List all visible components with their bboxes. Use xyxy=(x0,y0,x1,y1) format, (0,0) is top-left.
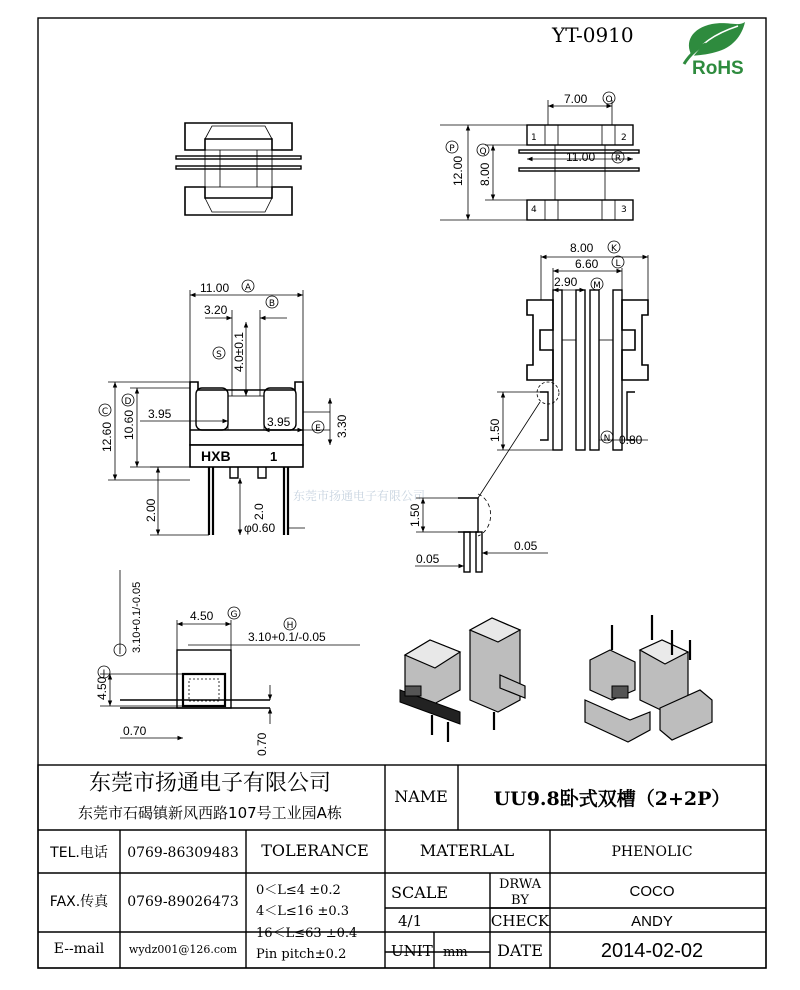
company-name: 东莞市扬通电子有限公司 xyxy=(88,771,332,796)
material-value: PHENOLIC xyxy=(611,844,693,860)
dim-f-value: 3.30 xyxy=(335,414,349,438)
dim-m-value: 2.90 xyxy=(554,275,578,289)
drawn-by-label-2: BY xyxy=(511,893,529,908)
title-block xyxy=(38,765,766,968)
isometric-view-front xyxy=(400,618,525,742)
pin-label-3: 3 xyxy=(621,205,627,215)
dim-slot-070-h: 0.70 xyxy=(123,724,147,738)
dim-pin-length: 2.00 xyxy=(144,498,158,522)
dim-p-value: 12.00 xyxy=(451,155,465,186)
dim-b-circle: B xyxy=(268,299,276,309)
dim-h-circle: H xyxy=(286,621,294,631)
dim-b-value: 3.20 xyxy=(204,303,228,317)
dim-left-3-95: 3.95 xyxy=(148,407,172,421)
tolerance-row-1: 0＜L≤4 ±0.2 xyxy=(256,883,341,898)
dim-c-value: 12.60 xyxy=(100,421,114,452)
dim-e-circle: E xyxy=(315,424,321,434)
tolerance-row-3: 16＜L≤63 ±0.4 xyxy=(256,926,358,941)
pin-label-4: 4 xyxy=(531,205,537,215)
dim-detail-w1: 0.05 xyxy=(416,552,440,566)
pin-label-2: 2 xyxy=(621,133,627,143)
rohs-logo xyxy=(684,22,745,79)
dim-s-circle: S xyxy=(216,350,222,360)
dim-d-value: 10.60 xyxy=(122,409,136,440)
dim-g-value: 4.50 xyxy=(190,609,214,623)
dim-r-value: 11.00 xyxy=(566,150,596,164)
check-value: ANDY xyxy=(631,913,673,930)
part-name: UU9.8卧式双槽（2+2P） xyxy=(493,788,731,810)
top-plan-view xyxy=(176,123,301,215)
dim-pin-diameter: φ0.60 xyxy=(244,521,276,535)
dim-j-circle: J xyxy=(102,669,106,679)
dim-k-circle: K xyxy=(611,244,617,254)
scale-value: 4/1 xyxy=(398,912,423,930)
pin-detail-view xyxy=(408,494,548,572)
dim-s-value: 4.0±0.1 xyxy=(232,332,246,372)
front-mark-hxb: HXB xyxy=(201,448,231,464)
dim-pin-length-2: 2.0 xyxy=(252,503,266,520)
dim-q-value: 8.00 xyxy=(478,162,492,186)
rohs-logo-text: RoHS xyxy=(692,58,744,79)
check-label: CHECK xyxy=(490,912,550,930)
dim-i-circle: I xyxy=(118,647,122,657)
watermark: 东莞市扬通电子有限公司 xyxy=(293,489,426,503)
part-number: YT-0910 xyxy=(552,23,634,47)
email-value: wydz001@126.com xyxy=(128,943,238,956)
company-address: 东莞市石碣镇新风西路107号工业园A栋 xyxy=(78,804,342,822)
dim-a-value: 11.00 xyxy=(200,281,230,295)
unit-value: mm xyxy=(443,945,468,960)
tolerance-row-2: 4＜L≤16 ±0.3 xyxy=(256,904,350,919)
drawn-by-value: COCO xyxy=(629,883,675,900)
dim-m-circle: M xyxy=(593,281,601,291)
date-label: DATE xyxy=(497,941,543,960)
fax-label: FAX.传真 xyxy=(49,894,109,910)
dim-slot-070-v: 0.70 xyxy=(255,732,269,756)
dim-detail-1-50: 1.50 xyxy=(408,503,422,527)
pin-layout-view xyxy=(440,92,639,220)
tolerance-row-4: Pin pitch±0.2 xyxy=(256,947,347,962)
unit-label: UNIT xyxy=(391,942,433,960)
dim-o-circle: O xyxy=(605,95,613,105)
front-mark-pin: 1 xyxy=(270,449,278,464)
dim-l-circle: L xyxy=(615,259,621,269)
dim-side-1-50: 1.50 xyxy=(488,418,502,442)
slot-view xyxy=(95,570,360,756)
drawn-by-label-1: DRWA xyxy=(498,877,542,892)
dim-n-value: 0.80 xyxy=(619,433,643,447)
date-value: 2014-02-02 xyxy=(600,940,704,962)
dim-g-circle: G xyxy=(230,610,238,620)
dim-i-value: 3.10+0.1/-0.05 xyxy=(131,581,143,653)
dim-p-circle: P xyxy=(449,144,455,154)
dim-e-value: 3.95 xyxy=(267,415,291,429)
tolerance-label: TOLERANCE xyxy=(261,841,369,860)
dim-h-value: 3.10+0.1/-0.05 xyxy=(248,630,326,644)
tel-value: 0769-86309483 xyxy=(127,845,239,861)
dim-j-value: 4.50 xyxy=(95,676,109,700)
dim-l-value: 6.60 xyxy=(575,257,599,271)
tel-label: TEL.电话 xyxy=(50,845,108,861)
isometric-view-back xyxy=(585,615,712,742)
email-label: E--mail xyxy=(53,941,105,957)
scale-label: SCALE xyxy=(391,883,449,902)
dim-k-value: 8.00 xyxy=(570,241,594,255)
material-label: MATERLAL xyxy=(419,841,515,860)
name-label: NAME xyxy=(394,787,448,806)
dim-o-value: 7.00 xyxy=(564,92,588,106)
dim-detail-w2: 0.05 xyxy=(514,539,538,553)
dim-d-circle: D xyxy=(124,397,132,407)
dim-q-circle: Q xyxy=(479,147,487,157)
dim-n-circle: N xyxy=(603,434,611,444)
dim-c-circle: C xyxy=(101,407,109,417)
fax-value: 0769-89026473 xyxy=(127,894,239,910)
dim-a-circle: A xyxy=(244,283,252,293)
dim-r-circle: R xyxy=(614,154,622,164)
side-view xyxy=(478,241,648,498)
pin-label-1: 1 xyxy=(531,133,537,143)
